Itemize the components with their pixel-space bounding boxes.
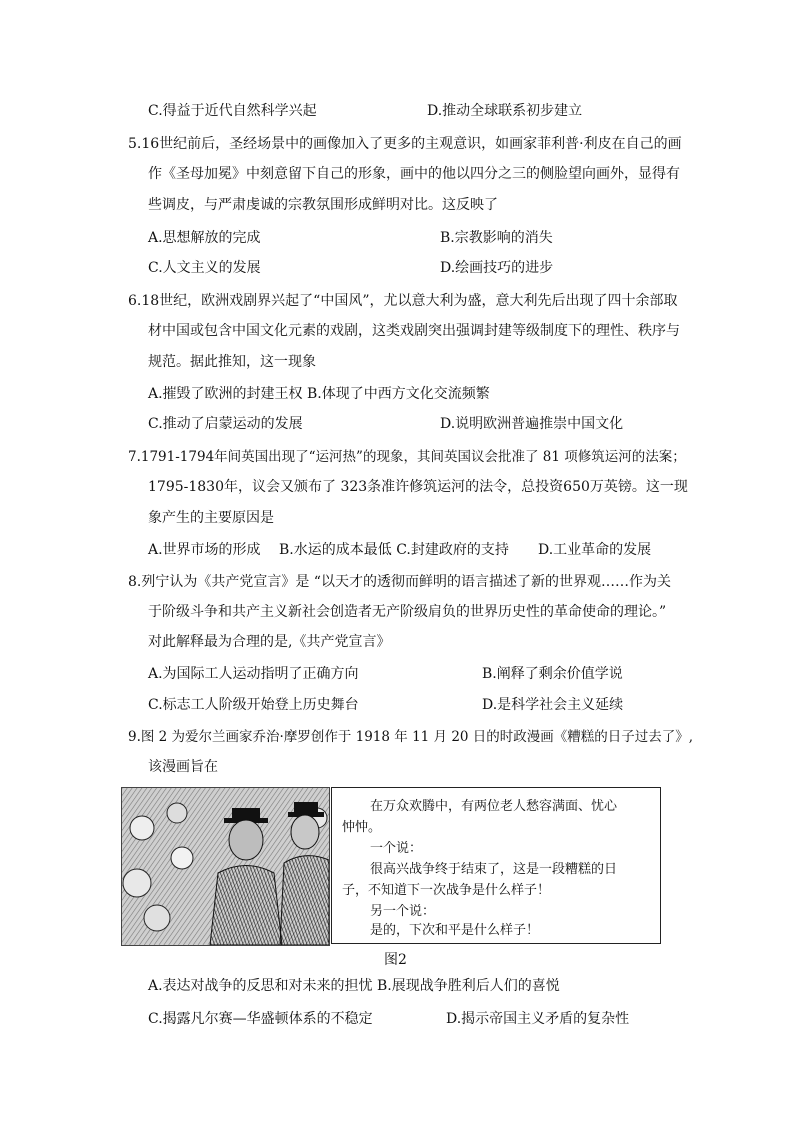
q9-option-d: D.揭示帝国主义矛盾的复杂性 <box>446 1011 630 1027</box>
box-line-1: 在万众欢腾中，有两位老人愁容满面、忧心 <box>370 799 618 814</box>
q9-stem-line2: 该漫画旨在 <box>148 759 218 775</box>
q8-stem-line1: 8.列宁认为《共产党宣言》是 “以天才的透彻而鲜明的语言描述了新的世界观……作为关 <box>128 574 671 590</box>
q7-option-d: D.工业革命的发展 <box>538 542 652 558</box>
cartoon-caption-box <box>331 787 661 944</box>
q9-stem-line1: 9.图 2 为爱尔兰画家乔治·摩罗创作于 1918 年 11 月 20 日的时政漫画《糟糕的日子过去了》, <box>128 729 694 745</box>
cartoon-drawing <box>122 788 329 945</box>
q5-stem-line3: 些调皮，与严肃虔诚的宗教氛围形成鲜明对比。这反映了 <box>148 197 498 213</box>
cartoon-illustration <box>121 787 330 946</box>
box-line-7: 是的，下次和平是什么样子！ <box>370 923 540 938</box>
q6-stem-line3: 规范。据此推知，这一现象 <box>148 354 316 370</box>
q8-option-a: A.为国际工人运动指明了正确方向 <box>148 666 359 682</box>
q5-option-b: B.宗教影响的消失 <box>440 230 553 246</box>
box-line-4: 很高兴战争终于结束了，这是一段糟糕的日 <box>370 862 618 877</box>
q8-option-c: C.标志工人阶级开始登上历史舞台 <box>148 697 359 713</box>
q9-option-ab: A.表达对战争的反思和对未来的担忧 B.展现战争胜利后人们的喜悦 <box>148 978 560 994</box>
box-line-3: 一个说： <box>370 841 423 856</box>
q7-stem-line3: 象产生的主要原因是 <box>148 510 274 526</box>
box-line-6: 另一个说： <box>370 904 436 919</box>
figure-caption: 图2 <box>384 952 407 968</box>
q7-stem-line2: 1795-1830年，议会又颁布了 323条准许修筑运河的法令，总投资650万英镑。这一现 <box>148 479 688 495</box>
q4-option-c: C.得益于近代自然科学兴起 <box>148 103 317 119</box>
q5-stem-line1: 5.16世纪前后，圣经场景中的画像加入了更多的主观意识，如画家菲利普·利皮在自己的画 <box>128 136 682 152</box>
box-line-2: 忡忡。 <box>342 820 382 835</box>
q9-option-c: C.揭露凡尔赛—华盛顿体系的不稳定 <box>148 1011 373 1027</box>
q6-option-d: D.说明欧洲普遍推崇中国文化 <box>440 416 624 432</box>
q7-option-abc: A.世界市场的形成 B.水运的成本最低 C.封建政府的支持 <box>148 542 509 558</box>
q8-stem-line2: 于阶级斗争和共产主义新社会创造者无产阶级肩负的世界历史性的革命使命的理论。” <box>148 604 667 620</box>
q5-option-c: C.人文主义的发展 <box>148 260 261 276</box>
q6-option-ab: A.摧毁了欧洲的封建王权 B.体现了中西方文化交流频繁 <box>148 386 490 402</box>
q6-stem-line1: 6.18世纪，欧洲戏剧界兴起了“中国风”，尤以意大利为盛，意大利先后出现了四十余部取 <box>128 293 678 309</box>
q5-option-d: D.绘画技巧的进步 <box>440 260 554 276</box>
box-line-5: 子，不知道下一次战争是什么样子！ <box>342 883 551 898</box>
q4-option-d: D.推动全球联系初步建立 <box>427 103 583 119</box>
q8-option-b: B.阐释了剩余价值学说 <box>482 666 623 682</box>
q5-option-a: A.思想解放的完成 <box>148 230 261 246</box>
q8-stem-line3: 对此解释最为合理的是,《共产党宣言》 <box>148 634 391 650</box>
q6-option-c: C.推动了启蒙运动的发展 <box>148 416 303 432</box>
q6-stem-line2: 材中国或包含中国文化元素的戏剧，这类戏剧突出强调封建等级制度下的理性、秩序与 <box>148 323 680 339</box>
q5-stem-line2: 作《圣母加冕》中刻意留下自己的形象，画中的他以四分之三的侧脸望向画外，显得有 <box>148 166 680 182</box>
q8-option-d: D.是科学社会主义延续 <box>482 697 624 713</box>
q7-stem-line1: 7.1791-1794年间英国出现了“运河热”的现象，其间英国议会批准了 81 项修筑运河的法案； <box>128 449 686 465</box>
